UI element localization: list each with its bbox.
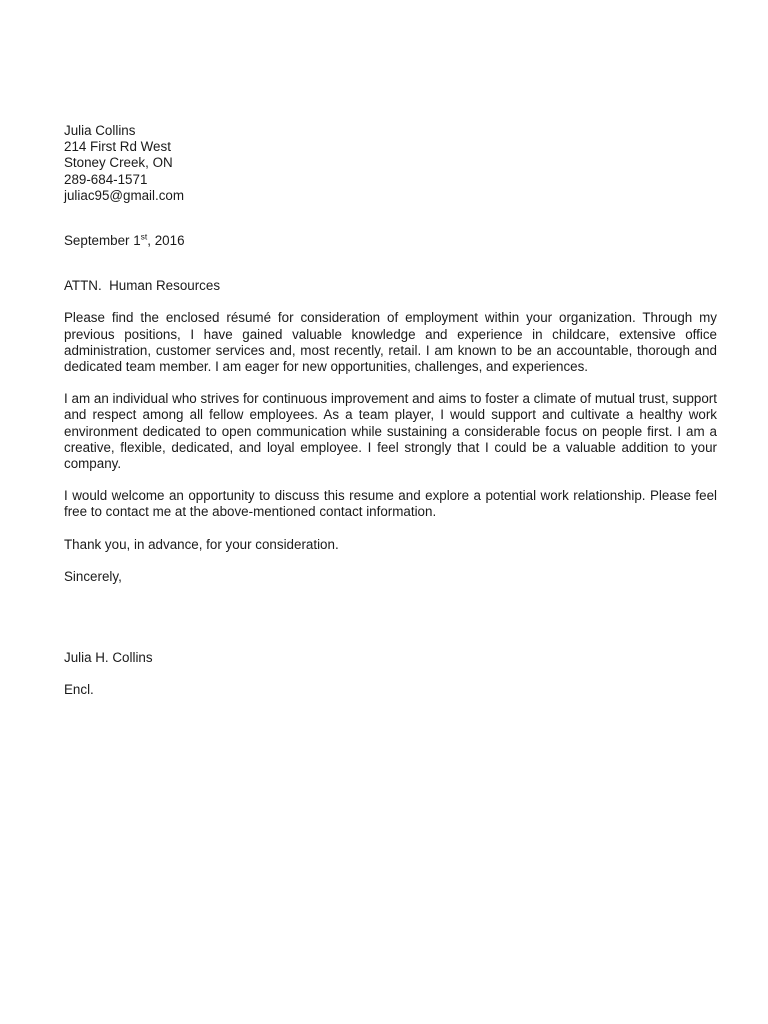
body-paragraph-1: Please find the enclosed résumé for consideration of employment within your organization. Through my previous positions, I have gained valuable knowledge and experience in childcare, extensive office administration, customer services and, most recently, retail. I am known to be an accountable, thorough and dedicated team member. I am eager for new opportunities, challenges, and experiences. <box>64 310 717 375</box>
sender-address-block <box>64 123 717 204</box>
enclosure-note: Encl. <box>64 682 94 698</box>
sender-city: Stoney Creek, ON <box>64 155 173 171</box>
date-year: , 2016 <box>147 233 185 249</box>
letter-date <box>64 233 717 249</box>
body-paragraph-2: I am an individual who strives for continuous improvement and aims to foster a climate of mutual trust, support and respect among all fellow employees. As a team player, I would support and cultivate a healthy work environment dedicated to open communication while sustaining a considerable focus on people first. I am a creative, flexible, dedicated, and loyal employee. I feel strongly that I could be a valuable addition to your company. <box>64 391 717 472</box>
sender-email: juliac95@gmail.com <box>64 187 185 203</box>
signature-name: Julia H. Collins <box>64 650 153 666</box>
attention-line: ATTN. Human Resources <box>64 278 221 294</box>
sender-phone: 289-684-1571 <box>64 171 148 187</box>
date-prefix: September 1 <box>64 233 141 249</box>
sender-street: 214 First Rd West <box>64 139 171 155</box>
closing-thanks: Thank you, in advance, for your consideration. <box>64 536 339 552</box>
cover-letter <box>64 123 717 698</box>
valediction: Sincerely, <box>64 568 122 584</box>
date-ordinal-suffix: st <box>140 231 148 242</box>
body-paragraph-3: I would welcome an opportunity to discuss this resume and explore a potential work relationship. Please feel free to contact me at the above-mentioned contact information. <box>64 488 717 520</box>
sender-name: Julia Collins <box>64 123 136 138</box>
